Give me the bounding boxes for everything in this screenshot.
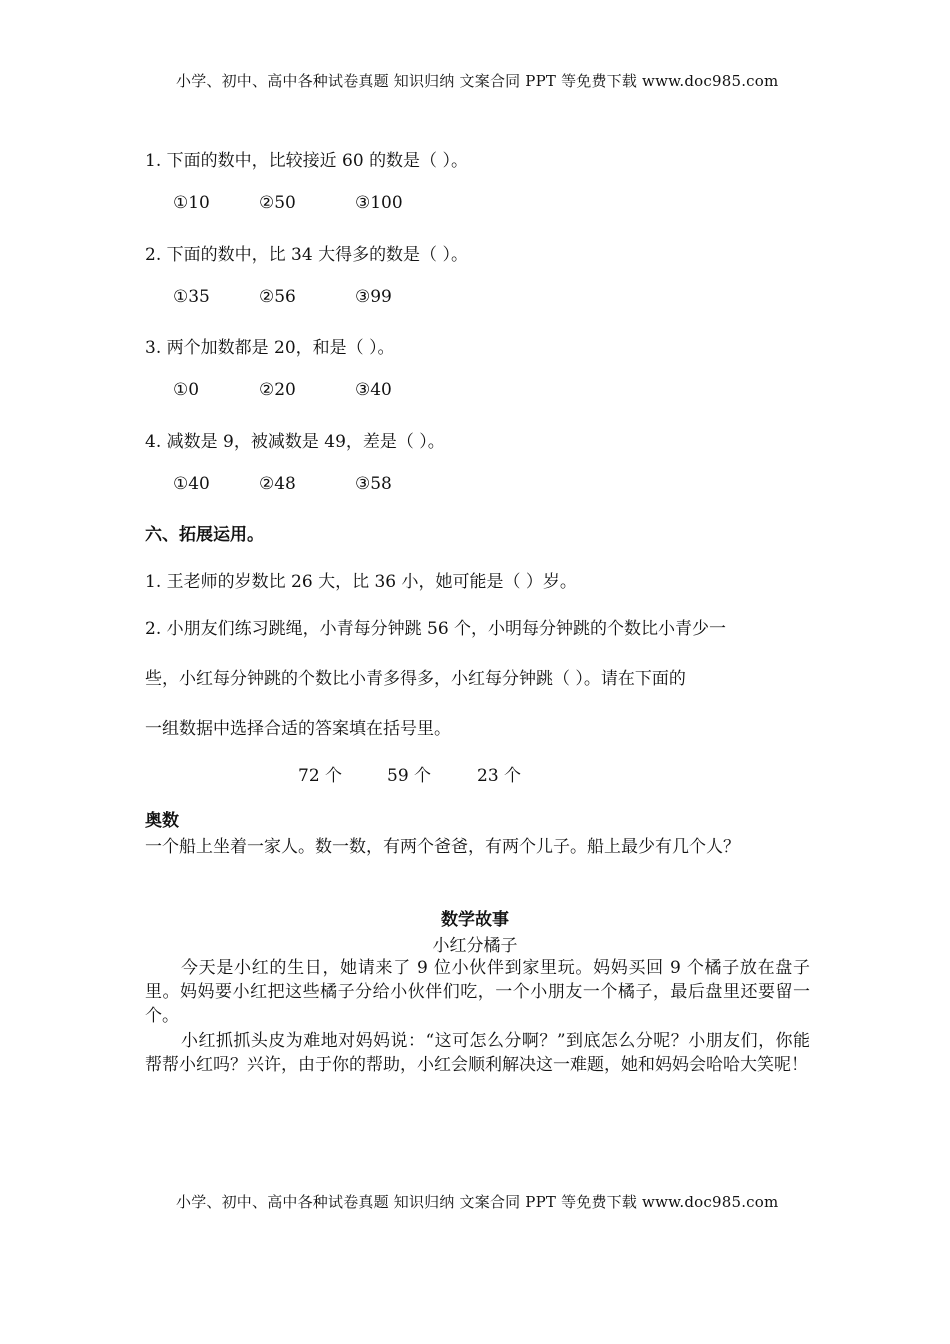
story-title: 数学故事 — [441, 910, 509, 930]
question-3-option-3: ③40 — [355, 380, 392, 400]
olympiad-title: 奥数 — [145, 811, 179, 831]
question-2-option-2: ②56 — [259, 287, 296, 307]
story-subtitle: 小红分橘子 — [432, 936, 518, 956]
section-6-question-1: 1. 王老师的岁数比 26 大，比 36 小，她可能是（ ）岁。 — [145, 572, 577, 592]
question-1-option-2: ②50 — [259, 193, 296, 213]
story-paragraph-1: 今天是小红的生日，她请来了 9 位小伙伴到家里玩。妈妈买回 9 个橘子放在盘子里。妈妈要小红把这些橘子分给小伙伴们吃，一个小朋友一个橘子，最后盘里还要留一个。 — [145, 958, 810, 1026]
question-4-option-3: ③58 — [355, 474, 392, 494]
question-4-option-2: ②48 — [259, 474, 296, 494]
section-6-question-2-line-3: 一组数据中选择合适的答案填在括号里。 — [145, 719, 451, 739]
section-6-question-2-line-1: 2. 小朋友们练习跳绳，小青每分钟跳 56 个，小明每分钟跳的个数比小青少一 — [145, 619, 727, 639]
page-footer: 小学、初中、高中各种试卷真题 知识归纳 文案合同 PPT 等免费下载 www.doc985.com — [176, 1193, 779, 1211]
question-1-option-3: ③100 — [355, 193, 403, 213]
story-paragraph-2: 小红抓抓头皮为难地对妈妈说：“这可怎么分啊？”到底怎么分呢？小朋友们，你能帮帮小红吗？兴许，由于你的帮助，小红会顺利解决这一难题，她和妈妈会哈哈大笑呢！ — [145, 1031, 810, 1075]
question-2: 2. 下面的数中，比 34 大得多的数是（ ）。 — [145, 245, 468, 265]
section-6-title: 六、拓展运用。 — [145, 525, 264, 545]
question-2-option-3: ③99 — [355, 287, 392, 307]
question-3-option-2: ②20 — [259, 380, 296, 400]
olympiad-question: 一个船上坐着一家人。数一数，有两个爸爸，有两个儿子。船上最少有几个人？ — [145, 837, 740, 857]
answer-choice-3: 23 个 — [477, 766, 522, 786]
question-3: 3. 两个加数都是 20，和是（ ）。 — [145, 338, 395, 358]
question-4: 4. 减数是 9，被减数是 49，差是（ ）。 — [145, 432, 445, 452]
question-4-option-1: ①40 — [173, 474, 210, 494]
page-header: 小学、初中、高中各种试卷真题 知识归纳 文案合同 PPT 等免费下载 www.doc985.com — [176, 72, 779, 90]
question-1-option-1: ①10 — [173, 193, 210, 213]
answer-choice-2: 59 个 — [387, 766, 432, 786]
answer-choice-1: 72 个 — [298, 766, 343, 786]
section-6-question-2-line-2: 些，小红每分钟跳的个数比小青多得多，小红每分钟跳（ ）。请在下面的 — [145, 669, 686, 689]
question-1: 1. 下面的数中，比较接近 60 的数是（ ）。 — [145, 151, 468, 171]
question-2-option-1: ①35 — [173, 287, 210, 307]
question-3-option-1: ①0 — [173, 380, 200, 400]
